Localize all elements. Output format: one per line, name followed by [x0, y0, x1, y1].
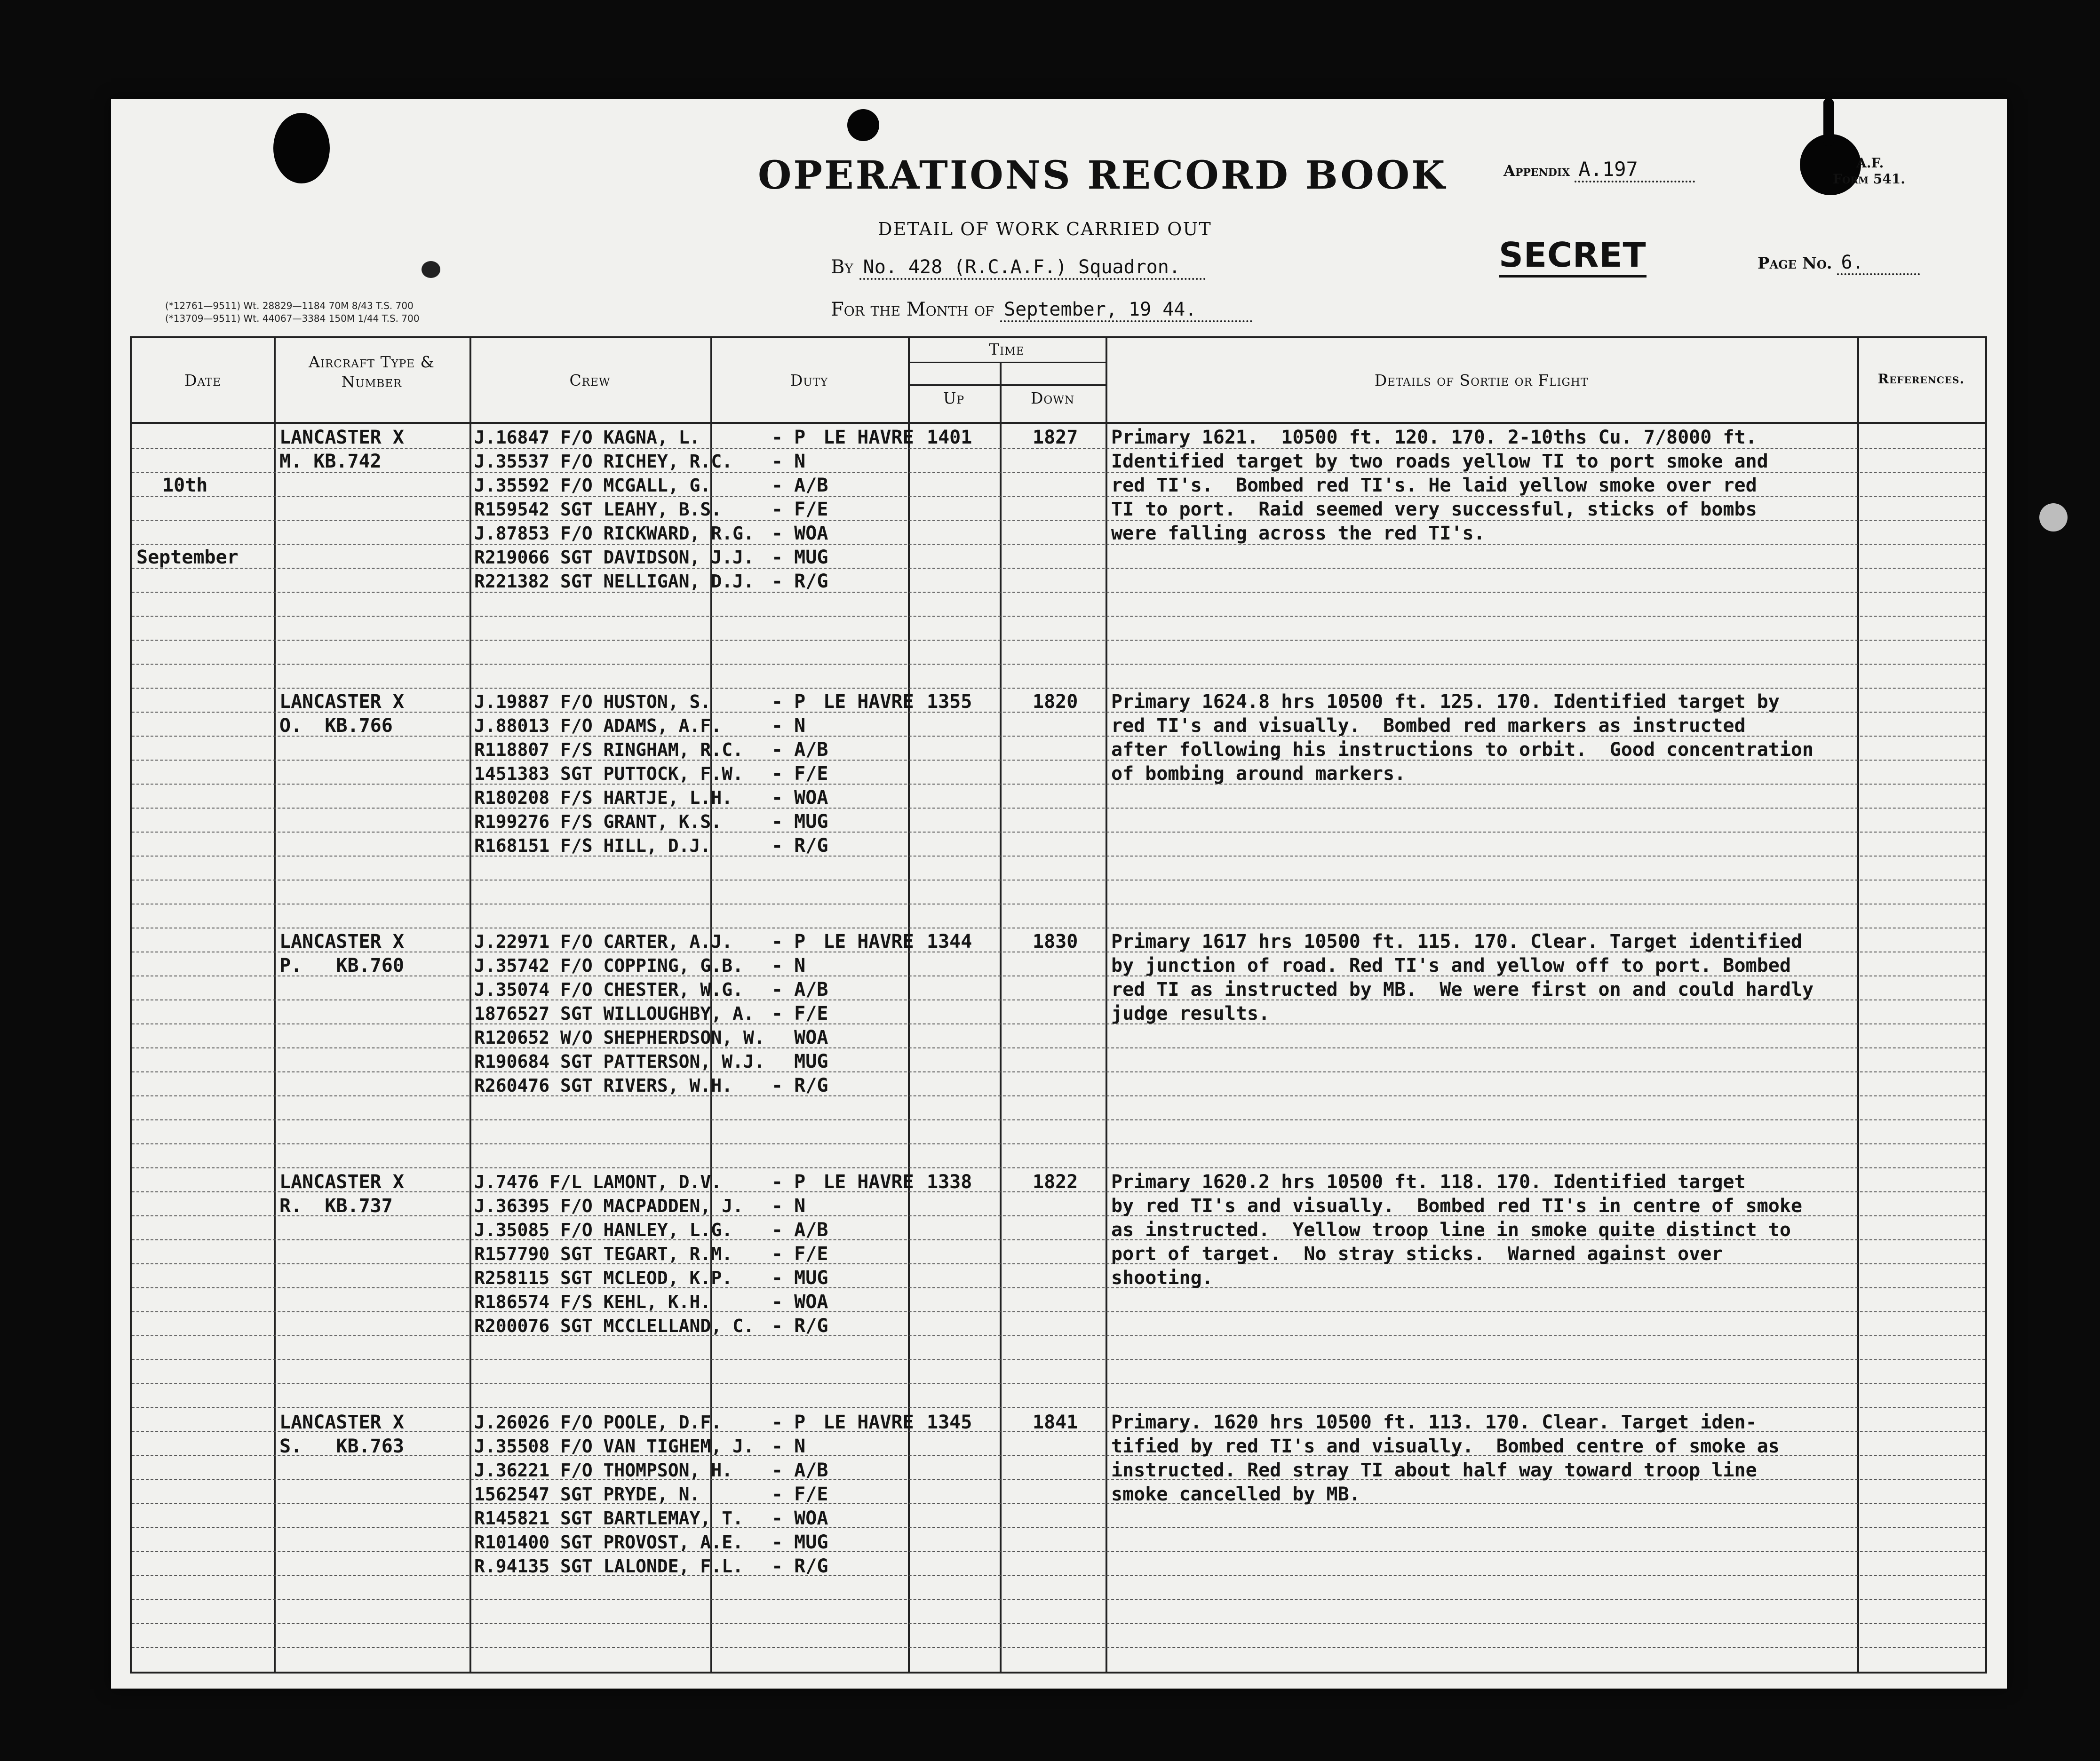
details-entry-5: Primary. 1620 hrs 10500 ft. 113. 170. Clear. Target iden- tified by red TI's and visually. Bombed centre of smoke as instructed. Red stray TI about half way toward troop line smoke cancelled by MB.	[1111, 1412, 1780, 1505]
col-date: Date	[184, 371, 221, 389]
form-label	[1833, 155, 1905, 187]
month-label: For the Month of	[831, 299, 994, 320]
col-references: References.	[1877, 371, 1965, 387]
squadron-line	[831, 256, 1206, 280]
aircraft-entry-5: LANCASTER X S. KB.763	[279, 1412, 404, 1457]
duty-entry-1: - P - N - A/B - F/E - WOA - MUG - R/G	[772, 427, 828, 592]
page-number-line	[1758, 252, 1920, 275]
col-crew: Crew	[569, 371, 611, 389]
punch-hole-center	[847, 109, 879, 141]
appendix-value: A.197	[1575, 158, 1695, 182]
appendix-line	[1503, 158, 1695, 182]
target-entry-4: LE HAVRE	[823, 1171, 914, 1193]
duty-entry-4: - P - N - A/B - F/E - MUG - WOA - R/G	[772, 1171, 828, 1337]
record-sheet	[111, 99, 2007, 1689]
crew-entry-5: J.26026 F/O POOLE, D.F. J.35508 F/O VAN TIGHEM, J. J.36221 F/O THOMPSON, H. 1562547 SGT PRYDE, N. R145821 SGT BARTLEMAY, T. R101400 SGT PROVOST, A.E. R.94135 SGT LALONDE, F.L.	[474, 1412, 754, 1577]
classification-stamp: SECRET	[1499, 235, 1647, 275]
entry-date	[136, 426, 239, 618]
edge-marker	[2039, 503, 2068, 531]
duty-entry-3: - P - N - A/B - F/E WOA MUG - R/G	[772, 931, 828, 1096]
target-entry-1: LE HAVRE	[823, 427, 914, 448]
time-down-entry-2: 1820	[1033, 691, 1078, 713]
duty-entry-2: - P - N - A/B - F/E - WOA - MUG - R/G	[772, 691, 828, 857]
col-duty: Duty	[790, 371, 828, 389]
time-up-entry-2: 1355	[927, 691, 972, 713]
ink-speck	[422, 261, 440, 278]
page-label: Page No.	[1758, 254, 1832, 273]
squadron-value: No. 428 (R.C.A.F.) Squadron.	[859, 256, 1206, 280]
punch-hole-right-stem	[1823, 99, 1834, 146]
time-down-entry-4: 1822	[1033, 1171, 1078, 1193]
aircraft-entry-4: LANCASTER X R. KB.737	[279, 1171, 404, 1217]
time-down-entry-5: 1841	[1033, 1412, 1078, 1433]
col-time: Time	[989, 340, 1025, 358]
date-month: September	[136, 547, 239, 568]
col-aircraft: Aircraft Type & Number	[309, 353, 435, 391]
col-down: Down	[1030, 389, 1075, 407]
col-details: Details of Sortie or Flight	[1374, 371, 1589, 389]
crew-entry-2: J.19887 F/O HUSTON, S. J.88013 F/O ADAMS, A.F. R118807 F/S RINGHAM, R.C. 1451383 SGT PUTTOCK, F.W. R180208 F/S HARTJE, L.H. R199276 F/S GRANT, K.S. R168151 F/S HILL, D.J.	[474, 691, 743, 856]
crew-entry-4: J.7476 F/L LAMONT, D.V. J.36395 F/O MACPADDEN, J. J.35085 F/O HANLEY, L.G. R157790 SGT TEGART, R.M. R258115 SGT MCLEOD, K.P. R186574 F/S KEHL, K.H. R200076 SGT MCCLELLAND, C.	[474, 1172, 754, 1336]
aircraft-entry-3: LANCASTER X P. KB.760	[279, 931, 404, 976]
aircraft-entry-1: LANCASTER X M. KB.742	[279, 427, 404, 472]
time-up-entry-4: 1338	[927, 1171, 972, 1193]
crew-entry-1: J.16847 F/O KAGNA, L. J.35537 F/O RICHEY, R.C. J.35592 F/O MCGALL, G. R159542 SGT LEAHY, B.S. J.87853 F/O RICKWARD, R.G. R219066 SGT DAVIDSON, J.J. R221382 SGT NELLIGAN, D.J.	[474, 427, 754, 592]
page-title: OPERATIONS RECORD BOOK	[758, 153, 1447, 198]
punch-hole-left	[273, 113, 330, 183]
subtitle: DETAIL OF WORK CARRIED OUT	[878, 219, 1212, 239]
target-entry-3: LE HAVRE	[823, 931, 914, 952]
month-line	[831, 299, 1252, 322]
month-value: September, 19 44.	[1000, 299, 1252, 322]
crew-entry-3: J.22971 F/O CARTER, A.J. J.35742 F/O COPPING, G.B. J.35074 F/O CHESTER, W.G. 1876527 SGT WILLOUGHBY, A. R120652 W/O SHEPHERDSON, W. R190684 SGT PATTERSON, W.J. R260476 SGT RIVERS, W.H.	[474, 931, 765, 1096]
record-table	[130, 336, 1987, 1674]
details-entry-2: Primary 1624.8 hrs 10500 ft. 125. 170. Identified target by red TI's and visually. Bombed red markers as instructed after following his instructions to orbit. Good concentration of bombing around markers.	[1111, 691, 1814, 785]
time-up-entry-1: 1401	[927, 427, 972, 448]
details-entry-4: Primary 1620.2 hrs 10500 ft. 118. 170. Identified target by red TI's and visually. Bombed red TI's in centre of smoke as instructed. Yellow troop line in smoke quite distinct to port of target. No stray sticks. Warned against over shooting.	[1111, 1171, 1803, 1289]
print-code-1: (*12761—9511) Wt. 28829—1184 70M 8/43 T.S. 700	[165, 300, 414, 311]
time-down-entry-1: 1827	[1033, 427, 1078, 448]
aircraft-entry-2: LANCASTER X O. KB.766	[279, 691, 404, 737]
duty-entry-5: - P - N - A/B - F/E - WOA - MUG - R/G	[772, 1412, 828, 1577]
appendix-label: Appendix	[1503, 162, 1570, 180]
time-up-entry-5: 1345	[927, 1412, 972, 1433]
target-entry-2: LE HAVRE	[823, 691, 914, 713]
time-up-entry-3: 1344	[927, 931, 972, 952]
col-up: Up	[943, 389, 965, 407]
date-day: 10th	[162, 475, 208, 496]
time-down-entry-3: 1830	[1033, 931, 1078, 952]
form-label-line-1: A.F.	[1856, 155, 1884, 171]
print-code-2: (*13709—9511) Wt. 44067—3384 150M 1/44 T.S. 700	[165, 313, 420, 324]
details-entry-1: Primary 1621. 10500 ft. 120. 170. 2-10ths Cu. 7/8000 ft. Identified target by two roads yellow TI to port smoke and red TI's. Bombed red TI's. He laid yellow smoke over red TI to port. Raid seemed very successful, sticks of bombs were falling across the red TI's.	[1111, 427, 1768, 544]
page-number-value: 6.	[1837, 252, 1920, 275]
target-entry-5: LE HAVRE	[823, 1412, 914, 1433]
by-label: By	[831, 256, 853, 278]
form-label-line-2: Form 541.	[1833, 171, 1906, 187]
details-entry-3: Primary 1617 hrs 10500 ft. 115. 170. Clear. Target identified by junction of road. Red TI's and yellow off to port. Bombed red TI as instructed by MB. We were first on and could hardly judge results.	[1111, 931, 1814, 1024]
